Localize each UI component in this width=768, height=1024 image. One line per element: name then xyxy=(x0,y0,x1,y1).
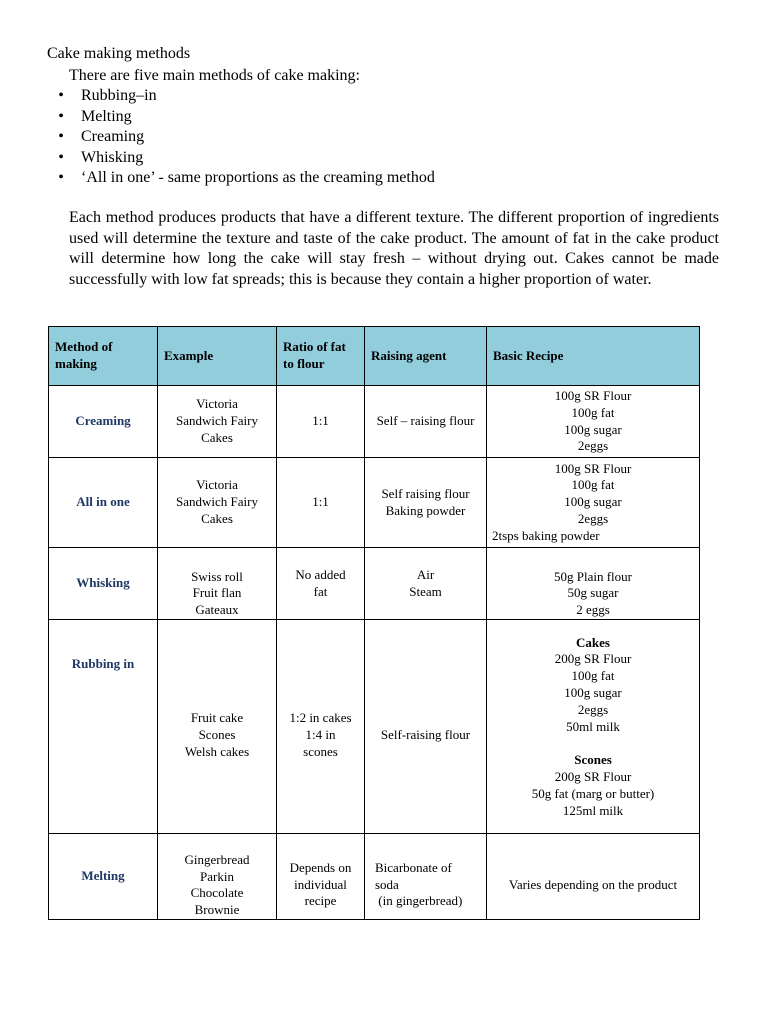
recipe-subheading: Cakes xyxy=(576,634,610,650)
example-cell xyxy=(158,620,277,834)
ratio-cell xyxy=(277,458,365,548)
cake-methods-table xyxy=(48,326,700,920)
cell-line: Brownie xyxy=(194,902,240,918)
cell-line: 100g SR Flour xyxy=(554,460,632,476)
list-item xyxy=(56,168,435,189)
cell-line: 200g SR Flour xyxy=(554,769,632,785)
recipe-cell xyxy=(487,458,700,548)
cell-line: individual xyxy=(294,876,347,892)
cell-line: Sandwich Fairy xyxy=(176,413,258,429)
cell-line: 1:1 xyxy=(312,413,329,429)
methods-list xyxy=(56,86,435,189)
cell-line: scones xyxy=(303,743,338,759)
recipe-cell xyxy=(487,620,700,834)
recipe-cell xyxy=(487,834,700,920)
header-basic-recipe: Basic Recipe xyxy=(487,327,700,386)
recipe-subheading: Scones xyxy=(574,752,612,768)
cell-line: 2eggs xyxy=(577,701,609,717)
intro-text: There are five main methods of cake making: xyxy=(69,67,360,84)
list-item-label: Creaming xyxy=(81,128,145,145)
example-cell xyxy=(158,458,277,548)
cell-line: 50g fat (marg or butter) xyxy=(531,785,655,801)
header-example: Example xyxy=(158,327,277,386)
cell-line: 200g SR Flour xyxy=(554,651,632,667)
cell-line: Air xyxy=(416,566,435,582)
list-item xyxy=(56,148,435,169)
agent-cell xyxy=(365,620,487,834)
bullet-icon: • xyxy=(58,169,64,186)
list-item xyxy=(56,127,435,148)
page-title: Cake making methods xyxy=(47,45,191,62)
example-cell xyxy=(158,386,277,458)
cell-line: 2tsps baking powder xyxy=(492,527,600,543)
table-header-row xyxy=(49,327,700,386)
recipe-cell xyxy=(487,386,700,458)
cell-line: 100g fat xyxy=(571,477,615,493)
table-row xyxy=(49,620,700,834)
cell-line: Self-raising flour xyxy=(380,727,471,743)
header-raising-agent: Raising agent xyxy=(365,327,487,386)
cell-line: Victoria xyxy=(196,396,238,412)
ratio-cell xyxy=(277,548,365,620)
agent-cell xyxy=(365,834,487,920)
list-item xyxy=(56,86,435,107)
cell-line: 2 eggs xyxy=(576,602,610,618)
cell-line: 2eggs xyxy=(577,438,609,454)
cell-line: Cakes xyxy=(201,429,233,445)
table-row xyxy=(49,548,700,620)
cell-line: Gingerbread xyxy=(184,851,250,867)
cell-line: 1:1 xyxy=(312,494,329,510)
cell-line: Self raising flour xyxy=(381,485,470,501)
cell-line: fat xyxy=(313,583,328,599)
method-cell: Creaming xyxy=(49,386,158,458)
header-method: Method of making xyxy=(49,327,158,386)
cell-line: Chocolate xyxy=(190,885,244,901)
ratio-cell xyxy=(277,834,365,920)
bullet-icon: • xyxy=(58,128,64,145)
cell-line: 100g fat xyxy=(571,668,615,684)
ratio-cell xyxy=(277,620,365,834)
cell-line: Steam xyxy=(409,583,442,599)
cell-line: 100g sugar xyxy=(564,494,622,510)
agent-cell xyxy=(365,386,487,458)
cell-line: recipe xyxy=(304,893,337,909)
description-paragraph: Each method produces products that have a different texture. The different proportion of ingredients used will determine the texture and taste of the cake product. The amount of fat in the cake product will determine how long the cake will stay fresh – without drying out. Cakes cannot be made successfully with low fat spreads; this is because they contain a higher proportion of water. xyxy=(69,209,719,288)
cell-line: Welsh cakes xyxy=(184,743,250,759)
cell-line: 100g fat xyxy=(571,404,615,420)
cell-line: Bicarbonate of xyxy=(375,859,452,875)
table-row xyxy=(49,386,700,458)
list-item xyxy=(56,107,435,128)
cell-line: Sandwich Fairy xyxy=(176,494,258,510)
cell-line: 1:2 in cakes xyxy=(289,710,352,726)
cell-line: Swiss roll xyxy=(191,568,243,584)
cell-line: (in gingerbread) xyxy=(375,893,463,909)
cell-line: Gateaux xyxy=(195,602,239,618)
cell-line: Scones xyxy=(198,727,236,743)
list-item-label: Whisking xyxy=(81,148,144,166)
cell-line: 100g SR Flour xyxy=(554,387,632,403)
table-row xyxy=(49,458,700,548)
cell-line: 100g sugar xyxy=(564,421,622,437)
cell-line: 50g Plain flour xyxy=(554,568,632,584)
cell-line: 50g sugar xyxy=(567,585,619,601)
spacer xyxy=(492,735,694,752)
cell-line: Fruit flan xyxy=(192,585,242,601)
method-cell: All in one xyxy=(49,458,158,548)
bullet-icon: • xyxy=(58,87,64,104)
cell-line: 50ml milk xyxy=(566,718,620,734)
cell-line: 2eggs xyxy=(577,510,609,526)
cell-line: soda xyxy=(375,876,399,892)
cell-line: 125ml milk xyxy=(562,802,624,818)
header-ratio: Ratio of fat to flour xyxy=(277,327,365,386)
list-item-label: Melting xyxy=(81,107,132,125)
method-cell: Melting xyxy=(49,834,158,920)
cell-line: Varies depending on the product xyxy=(508,876,678,892)
recipe-cell xyxy=(487,548,700,620)
cell-line: Self – raising flour xyxy=(376,413,475,429)
agent-cell xyxy=(365,548,487,620)
agent-cell xyxy=(365,458,487,548)
list-item-label: Rubbing–in xyxy=(81,87,157,104)
ratio-cell xyxy=(277,386,365,458)
cell-line: Baking powder xyxy=(385,502,466,518)
cell-line: Cakes xyxy=(201,510,233,526)
cell-line: Victoria xyxy=(196,477,238,493)
method-cell: Whisking xyxy=(49,548,158,620)
cell-line: 100g sugar xyxy=(564,684,622,700)
cell-line: Fruit cake xyxy=(190,710,244,726)
bullet-icon: • xyxy=(58,107,64,125)
bullet-icon: • xyxy=(58,148,64,166)
method-cell: Rubbing in xyxy=(49,620,158,834)
list-item-label: ‘All in one’ - same proportions as the creaming method xyxy=(81,169,435,186)
example-cell xyxy=(158,834,277,920)
cell-line: No added xyxy=(295,566,346,582)
table-row xyxy=(49,834,700,920)
cell-line: Depends on xyxy=(289,859,352,875)
cell-line: Parkin xyxy=(200,868,234,884)
example-cell xyxy=(158,548,277,620)
cell-line: 1:4 in xyxy=(305,727,336,743)
